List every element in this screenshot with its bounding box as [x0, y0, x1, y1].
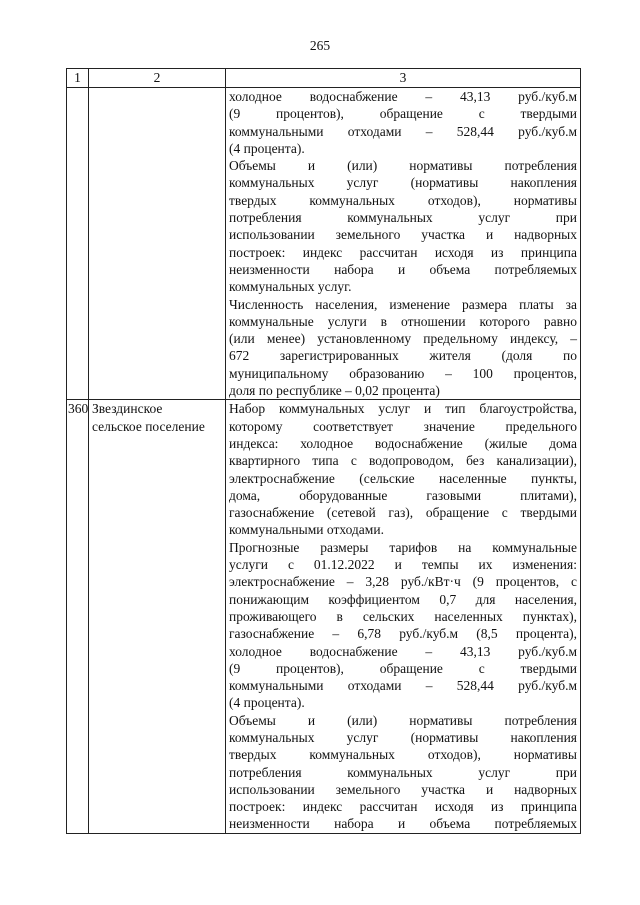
text-line: коммунальных услуг. [229, 279, 352, 295]
text-line: коммунальными отходами. [229, 522, 384, 538]
text-line: электроснабжение (сельские населенные пункты, [229, 470, 577, 486]
text-line: квартирного типа с водопроводом, без канализации), [229, 453, 577, 469]
text-line: твердых коммунальных отходов), нормативы [229, 747, 577, 763]
header-col-2: 2 [89, 69, 226, 88]
text-line: Прогнозные размеры тарифов на коммунальные [229, 539, 577, 555]
text-line: (или менее) установленному предельному индексу, – [229, 331, 577, 347]
text-line: Объемы и (или) нормативы потребления [229, 712, 577, 728]
text-line: холодное водоснабжение – 43,13 руб./куб.м [229, 89, 577, 104]
description-cell [226, 88, 581, 400]
text-line: построек: индекс рассчитан исходя из принципа [229, 799, 577, 815]
text-line: коммунальными отходами – 528,44 руб./куб.м [229, 678, 577, 694]
text-line: (9 процентов), обращение с твердыми [229, 660, 577, 676]
text-line: 672 зарегистрированных жителя (доля по [229, 348, 577, 364]
row-number-cell [67, 88, 89, 400]
text-line: коммунальные услуги в отношении которого равно [229, 313, 577, 329]
text-line: Объемы и (или) нормативы потребления [229, 158, 577, 174]
table-header-row [67, 69, 581, 88]
text-line: газоснабжение – 6,78 руб./куб.м (8,5 процента), [229, 626, 577, 642]
text-line: построек: индекс рассчитан исходя из принципа [229, 244, 577, 260]
municipality-name-line: Звездинское [92, 401, 163, 417]
row-number-cell: 360 [67, 400, 89, 833]
page-number: 265 [309, 38, 331, 53]
text-line: Численность населения, изменение размера платы за [229, 296, 577, 312]
text-line: неизменности набора и объема потребляемых [229, 816, 577, 832]
text-line: понижающим коэффициентом 0,7 для населения, [229, 591, 577, 607]
municipality-name-cell [89, 88, 226, 400]
text-line: дома, оборудованные газовыми плитами), [229, 487, 577, 503]
text-line: электроснабжение – 3,28 руб./кВт·ч (9 процентов, с [229, 574, 577, 590]
text-line: коммунальных услуг (нормативы накопления [229, 175, 577, 191]
text-line: проживающего в сельских населенных пунктах), [229, 608, 577, 624]
text-line: услуги с 01.12.2022 и темпы их изменения: [229, 557, 577, 573]
text-line: использовании земельного участка и надворных [229, 227, 577, 243]
text-line: коммунальными отходами – 528,44 руб./куб.м [229, 123, 577, 139]
municipality-name-line: сельское поселение [92, 418, 205, 434]
municipality-name-cell [89, 400, 226, 833]
municipal-tariff-table [66, 68, 581, 834]
description-cell [226, 400, 581, 833]
text-line: потребления коммунальных услуг при [229, 210, 577, 226]
header-col-3: 3 [226, 69, 581, 88]
header-col-1: 1 [67, 69, 89, 88]
text-line: коммунальных услуг (нормативы накопления [229, 729, 577, 745]
text-line: индекса: холодное водоснабжение (жилые дома [229, 435, 577, 451]
text-line: (4 процента). [229, 140, 305, 156]
text-line: неизменности набора и объема потребляемых [229, 261, 577, 277]
text-line: Набор коммунальных услуг и тип благоустройства, [229, 401, 577, 417]
text-line: потребления коммунальных услуг при [229, 764, 577, 780]
table-row-360 [67, 400, 581, 833]
text-line: твердых коммунальных отходов), нормативы [229, 192, 577, 208]
text-line: муниципальному образованию – 100 процентов, [229, 365, 577, 381]
text-line: которому соответствует значение предельного [229, 418, 577, 434]
text-line: газоснабжение (сетевой газ), обращение с твердыми [229, 505, 577, 521]
table-row-continued [67, 88, 581, 400]
text-line: (4 процента). [229, 695, 305, 711]
text-line: (9 процентов), обращение с твердыми [229, 106, 577, 122]
text-line: доля по республике – 0,02 процента) [229, 383, 440, 399]
text-line: холодное водоснабжение – 43,13 руб./куб.м [229, 643, 577, 659]
text-line: использовании земельного участка и надворных [229, 781, 577, 797]
